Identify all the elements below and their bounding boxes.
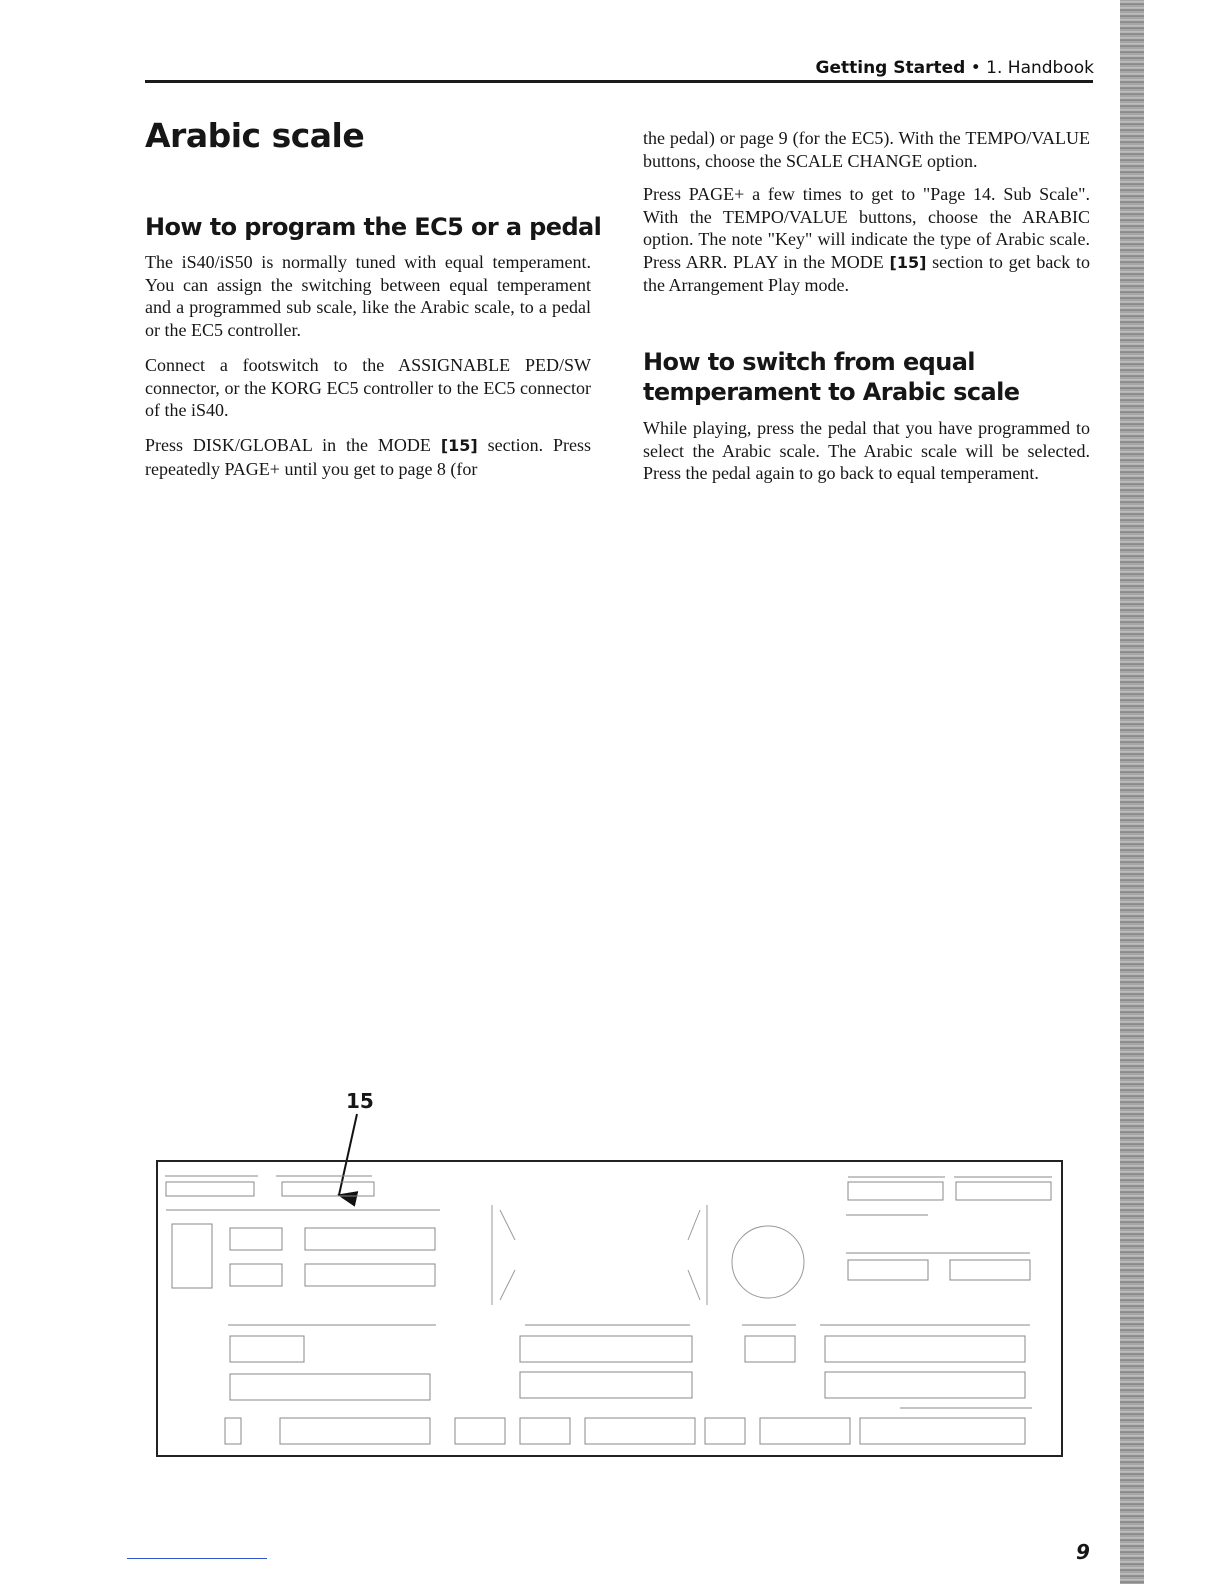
heading-program: How to program the EC5 or a pedal [145, 213, 602, 241]
mode-ref-15: [15] [440, 436, 478, 455]
page-title: Arabic scale [145, 116, 365, 155]
header-rule [145, 80, 1093, 83]
left-p3-a: Press DISK/GLOBAL in the MODE [145, 435, 431, 455]
right-p2-b: section to get back to the Arrangement Play mode. [643, 251, 1091, 296]
right-p2-a: Press PAGE+ a few times to get to "Page 14. Sub Scale". With the TEMPO/VALUE buttons, choose the ARABIC option. The note "Key" will indicate the type of Arabic scale. Press ARR. PLAY in the MODE [643, 184, 1090, 272]
heading-switch: How to switch from equal temperament to Arabic scale [643, 348, 1020, 406]
callout-arrow [339, 1114, 357, 1195]
left-paragraph-3 [145, 434, 591, 480]
header-bullet: • [970, 58, 981, 78]
panel-bottom-controls [225, 1325, 1032, 1444]
display-area [492, 1205, 804, 1305]
panel-outline [157, 1161, 1062, 1456]
panel-top-left [165, 1176, 440, 1288]
mode-ref-15-b: [15] [889, 252, 927, 272]
panel-top-right [846, 1177, 1052, 1280]
running-header [0, 58, 1094, 78]
header-chapter: 1. Handbook [986, 58, 1094, 78]
left-paragraph-2: Connect a footswitch to the ASSIGNABLE PED/SW connector, or the KORG EC5 controller to the EC5 connector of the iS40. [145, 355, 591, 421]
scan-edge [1120, 0, 1144, 1584]
right-paragraph-1: the pedal) or page 9 (for the EC5). With the TEMPO/VALUE buttons, choose the SCALE CHANGE option. [643, 128, 1090, 171]
page-number: 9 [1076, 1540, 1090, 1564]
footer-line [127, 1558, 267, 1559]
header-section: Getting Started [815, 58, 966, 78]
callout-15: 15 [346, 1089, 374, 1113]
right-paragraph-2 [643, 183, 1090, 297]
right-paragraph-3: While playing, press the pedal that you have programmed to select the Arabic scale. The Arabic scale will be selected. Press the pedal again to go back to equal temperament. [643, 418, 1090, 484]
left-paragraph-1: The iS40/iS50 is normally tuned with equal temperament. You can assign the switching between equal temperament and a programmed sub scale, like the Arabic scale, to a pedal or the EC5 controller. [145, 252, 591, 340]
left-p3-b: section. Press repeatedly PAGE+ until you get to page 8 (for [145, 435, 592, 479]
